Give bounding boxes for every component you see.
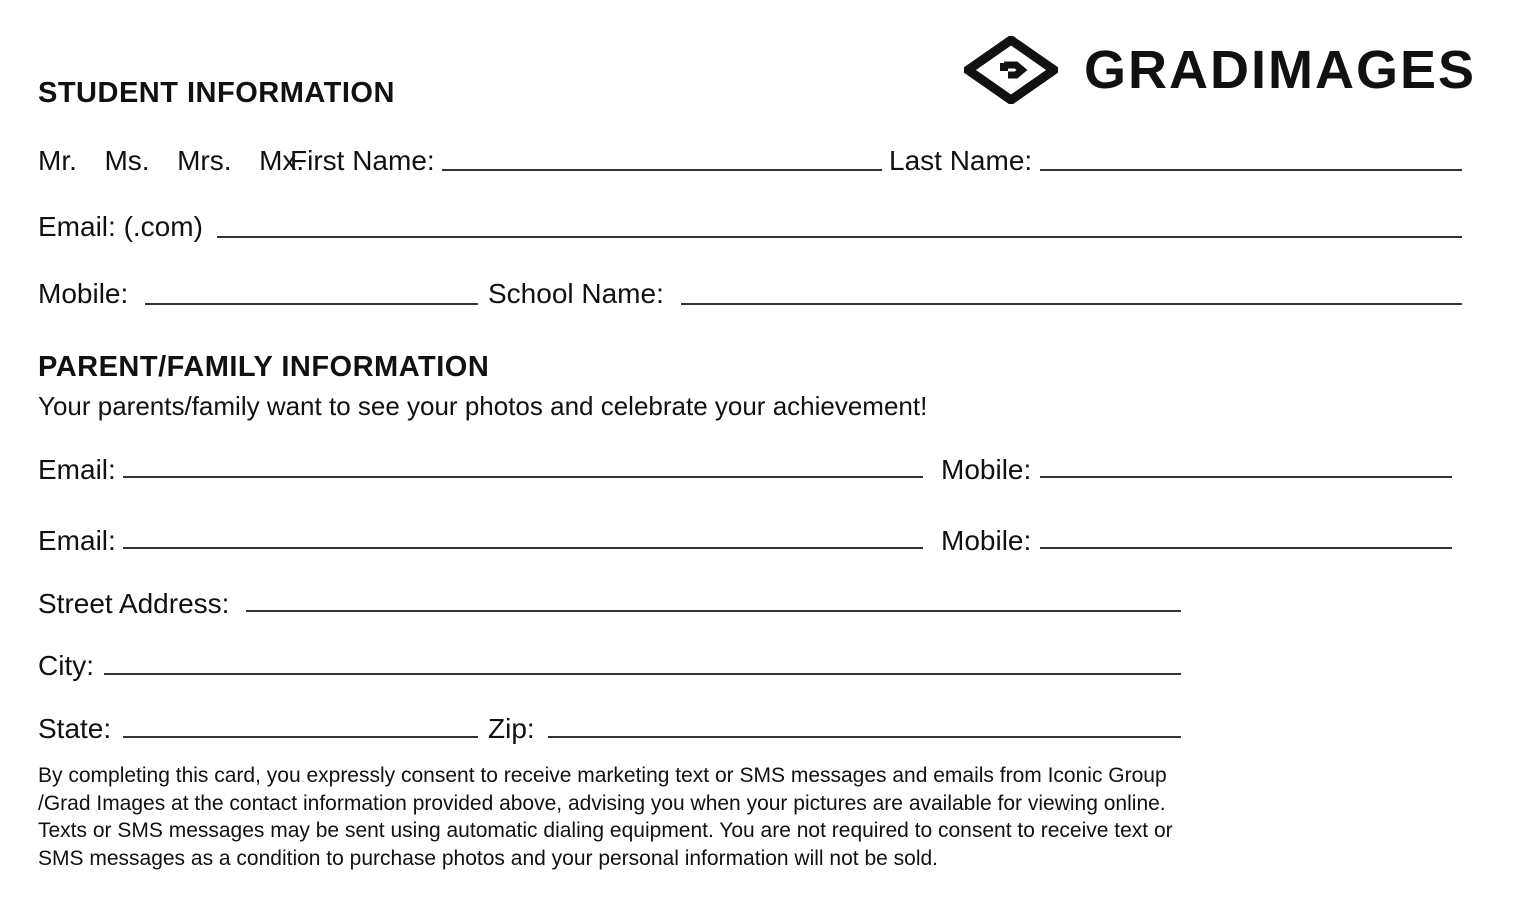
parent-mobile-2-field[interactable] [1040, 547, 1452, 549]
consent-line: Texts or SMS messages may be sent using automatic dialing equipment. You are not required to consent to receive text or [38, 819, 1173, 842]
gradimages-logo-icon [964, 36, 1058, 104]
first-name-label: First Name: [290, 145, 435, 176]
street-address-field[interactable] [246, 610, 1181, 612]
state-field[interactable] [123, 736, 478, 738]
zip-label: Zip: [488, 713, 535, 744]
student-mobile-field[interactable] [145, 303, 478, 305]
student-mobile-label: Mobile: [38, 278, 129, 309]
student-email-label: Email: (.com) [38, 211, 203, 242]
parent-mobile-1-field[interactable] [1040, 476, 1452, 478]
street-address-label: Street Address: [38, 588, 230, 619]
parent-email-2-field[interactable] [123, 547, 923, 549]
parent-email-1-field[interactable] [123, 476, 923, 478]
parent-heading: PARENT/FAMILY INFORMATION [38, 351, 490, 383]
state-label: State: [38, 713, 112, 744]
parent-mobile-2-label: Mobile: [941, 525, 1032, 556]
city-field[interactable] [104, 673, 1181, 675]
parent-email-1-label: Email: [38, 454, 116, 485]
consent-line: SMS messages as a condition to purchase photos and your personal information will not be sold. [38, 846, 939, 870]
parent-subtitle: Your parents/family want to see your photos and celebrate your achievement! [38, 391, 928, 421]
student-heading: STUDENT INFORMATION [38, 77, 395, 109]
consent-line: By completing this card, you expressly consent to receive marketing text or SMS messages and emails from Iconic Group [38, 764, 1167, 787]
first-name-field[interactable] [442, 169, 882, 171]
title-options[interactable]: Mr. Ms. Mrs. Mx. [38, 145, 305, 176]
city-label: City: [38, 650, 94, 681]
school-name-label: School Name: [488, 278, 664, 309]
school-name-field[interactable] [681, 303, 1462, 305]
brand-name: GRADIMAGES [1084, 40, 1477, 100]
consent-line: /Grad Images at the contact information provided above, advising you when your pictures are available for viewing online. [38, 791, 1166, 815]
last-name-field[interactable] [1040, 169, 1462, 171]
last-name-label: Last Name: [889, 145, 1033, 176]
parent-mobile-1-label: Mobile: [941, 454, 1032, 485]
consent-disclaimer [38, 762, 1238, 872]
student-email-field[interactable] [217, 236, 1462, 238]
parent-email-2-label: Email: [38, 525, 116, 556]
zip-field[interactable] [548, 736, 1181, 738]
